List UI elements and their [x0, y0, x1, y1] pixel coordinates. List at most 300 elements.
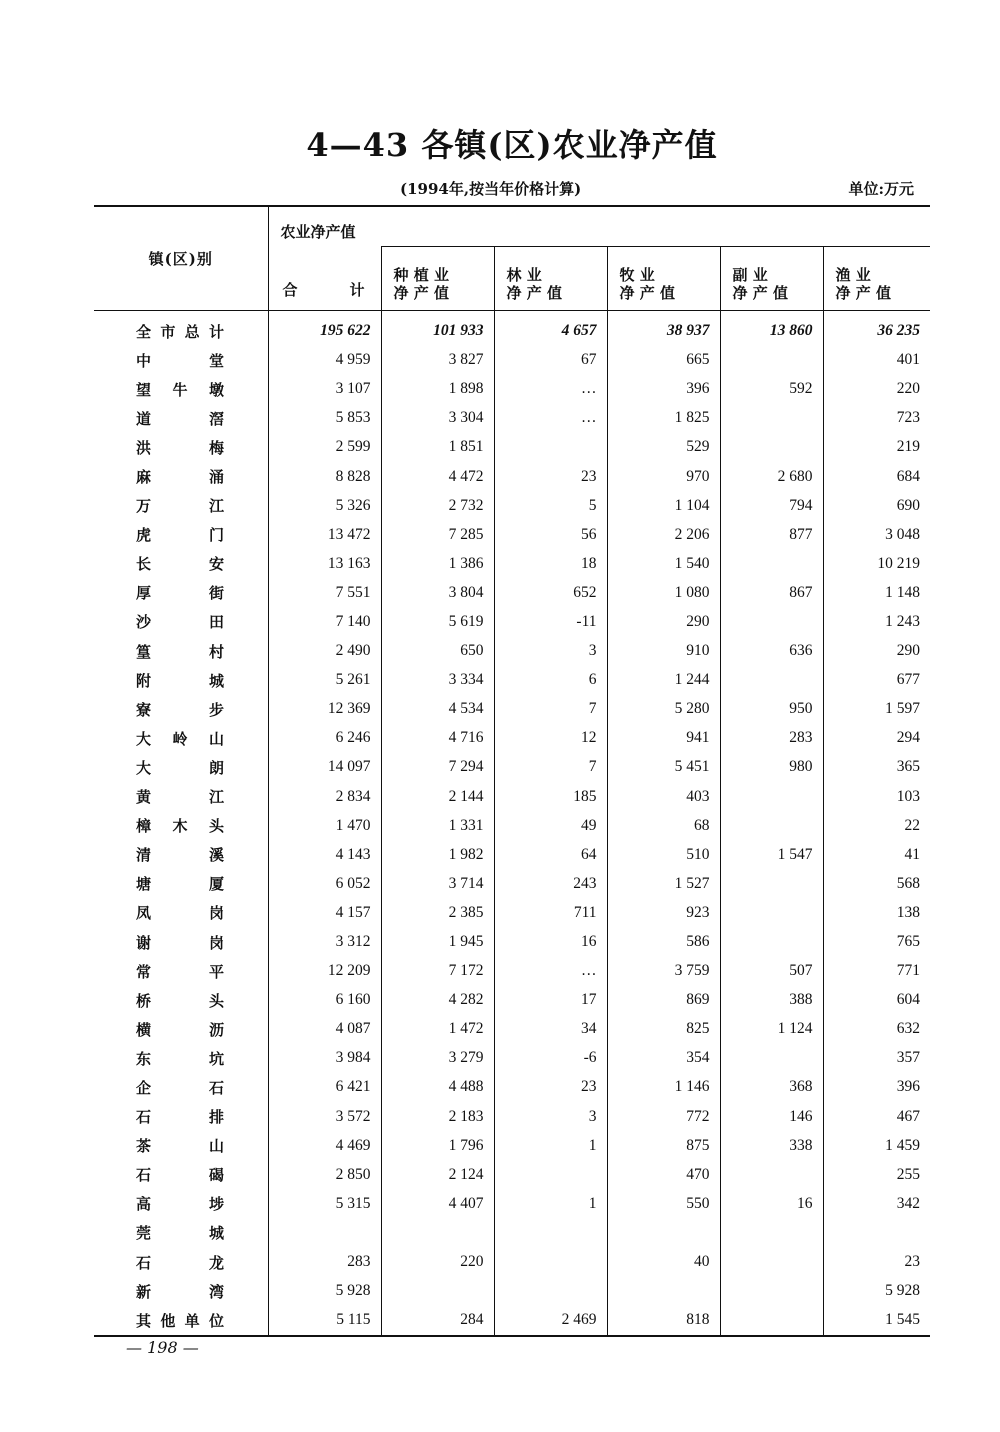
value-cell: 220: [381, 1248, 494, 1277]
crop-header-line1: 种 植 业: [393, 265, 449, 284]
unit-label: 单位:万元: [848, 180, 914, 198]
region-name-char: 安: [208, 555, 224, 574]
value-cell: 507: [720, 957, 823, 986]
table-row: [94, 520, 930, 549]
total-column-header: [268, 247, 381, 311]
value-cell: 101 933: [381, 310, 494, 346]
value-cell: 970: [607, 462, 720, 491]
value-cell: 17: [494, 986, 607, 1015]
agri-net-output-table: [94, 205, 930, 1337]
value-cell: 470: [607, 1160, 720, 1189]
table-row: [94, 1073, 930, 1102]
value-cell: 283: [268, 1248, 381, 1277]
value-cell: 56: [494, 520, 607, 549]
value-cell: 636: [720, 637, 823, 666]
value-cell: 7 294: [381, 753, 494, 782]
table-row: [94, 346, 930, 375]
fishery-header-line1: 渔 业: [835, 265, 871, 284]
value-cell: 1 080: [607, 578, 720, 607]
crop-header-line2: 净 产 值: [393, 283, 449, 302]
value-cell: 1 331: [381, 811, 494, 840]
value-cell: 6 052: [268, 869, 381, 898]
region-name-char: 龙: [208, 1253, 224, 1272]
value-cell: 36 235: [823, 310, 930, 346]
region-name-char: 江: [208, 497, 224, 516]
value-cell: 4 488: [381, 1073, 494, 1102]
value-cell: 690: [823, 491, 930, 520]
value-cell: 146: [720, 1102, 823, 1131]
value-cell: 1 851: [381, 433, 494, 462]
value-cell: 396: [607, 375, 720, 404]
livestock-column-header: [607, 247, 720, 311]
region-name-char: 总: [184, 322, 200, 341]
region-name-char: 位: [208, 1311, 224, 1330]
region-name-char: 虎: [136, 526, 152, 545]
region-name-cell: [94, 1306, 268, 1336]
region-name-char: 村: [208, 642, 224, 661]
region-name-char: 大: [136, 758, 152, 777]
region-name-char: 山: [208, 729, 224, 748]
table-row: [94, 986, 930, 1015]
value-cell: 5 326: [268, 491, 381, 520]
region-name-cell: [94, 957, 268, 986]
value-cell: [720, 1044, 823, 1073]
value-cell: 4 087: [268, 1015, 381, 1044]
value-cell: 16: [720, 1189, 823, 1218]
value-cell: 284: [381, 1306, 494, 1336]
value-cell: 12 209: [268, 957, 381, 986]
region-column-header: 镇(区)别: [94, 206, 268, 310]
region-name-char: 排: [208, 1108, 224, 1127]
region-name-char: 常: [136, 962, 152, 981]
value-cell: 877: [720, 520, 823, 549]
total-header-right: 计: [349, 280, 365, 299]
table-body: [94, 310, 930, 1336]
value-cell: 138: [823, 898, 930, 927]
table-row: [94, 724, 930, 753]
region-name-char: 樟: [136, 817, 152, 836]
value-cell: 2 385: [381, 898, 494, 927]
table-row: [94, 310, 930, 346]
region-name-char: 梅: [208, 438, 224, 457]
value-cell: 875: [607, 1131, 720, 1160]
value-cell: 2 144: [381, 782, 494, 811]
value-cell: [720, 433, 823, 462]
table-row: [94, 869, 930, 898]
value-cell: 771: [823, 957, 930, 986]
value-cell: 5 451: [607, 753, 720, 782]
region-name-cell: [94, 986, 268, 1015]
value-cell: 7 172: [381, 957, 494, 986]
value-cell: 342: [823, 1189, 930, 1218]
value-cell: [607, 1277, 720, 1306]
region-name-char: 厚: [136, 584, 152, 603]
table-row: [94, 404, 930, 433]
region-name-char: 碣: [208, 1166, 224, 1185]
region-name-char: 头: [208, 817, 224, 836]
value-cell: 5 853: [268, 404, 381, 433]
value-cell: [607, 1218, 720, 1247]
value-cell: 1 470: [268, 811, 381, 840]
value-cell: 388: [720, 986, 823, 1015]
value-cell: [720, 898, 823, 927]
value-cell: 338: [720, 1131, 823, 1160]
value-cell: 7: [494, 753, 607, 782]
value-cell: 2 834: [268, 782, 381, 811]
table-row: [94, 578, 930, 607]
value-cell: 772: [607, 1102, 720, 1131]
region-name-char: 塘: [136, 875, 152, 894]
sideline-column-header: [720, 247, 823, 311]
value-cell: 723: [823, 404, 930, 433]
value-cell: 3 048: [823, 520, 930, 549]
region-name-char: 厦: [208, 875, 224, 894]
value-cell: 357: [823, 1044, 930, 1073]
value-cell: 467: [823, 1102, 930, 1131]
region-name-cell: [94, 462, 268, 491]
table-row: [94, 1189, 930, 1218]
value-cell: 4 282: [381, 986, 494, 1015]
region-name-cell: [94, 724, 268, 753]
value-cell: 294: [823, 724, 930, 753]
value-cell: [494, 1277, 607, 1306]
value-cell: …: [494, 404, 607, 433]
table-row: [94, 1044, 930, 1073]
table-row: [94, 1015, 930, 1044]
forestry-header-line2: 净 产 值: [506, 283, 562, 302]
region-name-char: 附: [136, 671, 152, 690]
value-cell: 4 716: [381, 724, 494, 753]
value-cell: 2 732: [381, 491, 494, 520]
region-name-cell: [94, 869, 268, 898]
region-name-cell: [94, 1189, 268, 1218]
value-cell: [494, 1160, 607, 1189]
table-row: [94, 1248, 930, 1277]
value-cell: 3 312: [268, 927, 381, 956]
value-cell: 6 160: [268, 986, 381, 1015]
value-cell: 510: [607, 840, 720, 869]
sideline-header-line1: 副 业: [732, 265, 768, 284]
region-name-cell: [94, 1102, 268, 1131]
value-cell: [720, 1160, 823, 1189]
table-row: [94, 462, 930, 491]
region-name-char: 石: [136, 1108, 152, 1127]
table-row: [94, 549, 930, 578]
region-name-char: 城: [208, 1224, 224, 1243]
table-row: [94, 927, 930, 956]
region-name-char: 溪: [208, 846, 224, 865]
value-cell: 910: [607, 637, 720, 666]
value-cell: 529: [607, 433, 720, 462]
value-cell: 5 928: [268, 1277, 381, 1306]
value-cell: 220: [823, 375, 930, 404]
region-name-char: 莞: [136, 1224, 152, 1243]
value-cell: 3 984: [268, 1044, 381, 1073]
value-cell: 67: [494, 346, 607, 375]
value-cell: 825: [607, 1015, 720, 1044]
region-name-char: 单: [184, 1311, 200, 1330]
value-cell: 818: [607, 1306, 720, 1336]
table-row: [94, 782, 930, 811]
region-name-char: 岗: [208, 904, 224, 923]
page-title: 4—43 各镇(区)农业净产值: [306, 126, 718, 164]
value-cell: 665: [607, 346, 720, 375]
value-cell: 2 124: [381, 1160, 494, 1189]
region-name-char: 大: [136, 729, 152, 748]
forestry-column-header: [494, 247, 607, 311]
value-cell: 18: [494, 549, 607, 578]
table-row: [94, 1131, 930, 1160]
region-name-cell: [94, 491, 268, 520]
value-cell: 365: [823, 753, 930, 782]
page-number: — 198 —: [126, 1338, 199, 1357]
region-name-char: 东: [136, 1049, 152, 1068]
value-cell: 677: [823, 666, 930, 695]
value-cell: [720, 549, 823, 578]
value-cell: 867: [720, 578, 823, 607]
value-cell: 12: [494, 724, 607, 753]
region-name-char: 桥: [136, 991, 152, 1010]
region-name-char: 茶: [136, 1137, 152, 1156]
value-cell: 185: [494, 782, 607, 811]
value-cell: 403: [607, 782, 720, 811]
value-cell: 1 124: [720, 1015, 823, 1044]
region-name-char: 沥: [208, 1020, 224, 1039]
value-cell: [381, 1218, 494, 1247]
value-cell: 49: [494, 811, 607, 840]
value-cell: 23: [823, 1248, 930, 1277]
region-name-char: 街: [208, 584, 224, 603]
value-cell: 38 937: [607, 310, 720, 346]
value-cell: 950: [720, 695, 823, 724]
value-cell: 396: [823, 1073, 930, 1102]
region-name-char: 全: [136, 322, 152, 341]
value-cell: 1 146: [607, 1073, 720, 1102]
table-row: [94, 753, 930, 782]
value-cell: 652: [494, 578, 607, 607]
value-cell: 1 540: [607, 549, 720, 578]
value-cell: 40: [607, 1248, 720, 1277]
value-cell: [720, 666, 823, 695]
value-cell: 283: [720, 724, 823, 753]
value-cell: [720, 869, 823, 898]
table-row: [94, 840, 930, 869]
value-cell: 13 860: [720, 310, 823, 346]
region-name-cell: [94, 310, 268, 346]
value-cell: 1 597: [823, 695, 930, 724]
region-name-char: 石: [136, 1253, 152, 1272]
table-row: [94, 433, 930, 462]
table-row: [94, 375, 930, 404]
value-cell: 4 534: [381, 695, 494, 724]
region-name-cell: [94, 1015, 268, 1044]
region-name-cell: [94, 811, 268, 840]
value-cell: …: [494, 375, 607, 404]
value-cell: 1 945: [381, 927, 494, 956]
value-cell: [720, 346, 823, 375]
region-name-char: 江: [208, 788, 224, 807]
group-column-header: 农业净产值: [268, 206, 930, 247]
value-cell: 923: [607, 898, 720, 927]
value-cell: 2 206: [607, 520, 720, 549]
table-row: [94, 607, 930, 636]
region-name-char: 石: [208, 1078, 224, 1097]
value-cell: 14 097: [268, 753, 381, 782]
region-name-char: 头: [208, 991, 224, 1010]
region-name-cell: [94, 433, 268, 462]
value-cell: 2 490: [268, 637, 381, 666]
region-name-char: 沙: [136, 613, 152, 632]
value-cell: 5: [494, 491, 607, 520]
value-cell: 869: [607, 986, 720, 1015]
region-name-char: 新: [136, 1282, 152, 1301]
value-cell: 1 104: [607, 491, 720, 520]
region-name-cell: [94, 666, 268, 695]
region-name-cell: [94, 375, 268, 404]
value-cell: 368: [720, 1073, 823, 1102]
value-cell: 2 183: [381, 1102, 494, 1131]
value-cell: 3 304: [381, 404, 494, 433]
value-cell: 1 459: [823, 1131, 930, 1160]
region-name-char: 岗: [208, 933, 224, 952]
data-table-container: [94, 205, 930, 1337]
value-cell: 568: [823, 869, 930, 898]
table-row: [94, 666, 930, 695]
value-cell: 22: [823, 811, 930, 840]
region-name-char: 木: [172, 817, 188, 836]
value-cell: 1 244: [607, 666, 720, 695]
value-cell: [720, 782, 823, 811]
region-name-char: 门: [208, 526, 224, 545]
value-cell: [720, 404, 823, 433]
region-name-char: 滘: [208, 409, 224, 428]
value-cell: 711: [494, 898, 607, 927]
total-header-left: 合: [282, 280, 298, 299]
region-name-char: 长: [136, 555, 152, 574]
value-cell: 4 959: [268, 346, 381, 375]
value-cell: 195 622: [268, 310, 381, 346]
value-cell: -6: [494, 1044, 607, 1073]
region-name-char: 城: [208, 671, 224, 690]
value-cell: [494, 433, 607, 462]
region-name-cell: [94, 404, 268, 433]
value-cell: [494, 1248, 607, 1277]
region-name-cell: [94, 1218, 268, 1247]
value-cell: 401: [823, 346, 930, 375]
region-name-char: 高: [136, 1195, 152, 1214]
table-row: [94, 491, 930, 520]
value-cell: 23: [494, 1073, 607, 1102]
region-name-char: 企: [136, 1078, 152, 1097]
value-cell: 592: [720, 375, 823, 404]
value-cell: 3 334: [381, 666, 494, 695]
table-row: [94, 637, 930, 666]
value-cell: [720, 1218, 823, 1247]
value-cell: 2 469: [494, 1306, 607, 1336]
value-cell: 255: [823, 1160, 930, 1189]
region-name-char: 埗: [208, 1195, 224, 1214]
value-cell: 4 143: [268, 840, 381, 869]
value-cell: [720, 927, 823, 956]
table-subtitle: (1994年,按当年价格计算): [400, 180, 582, 198]
forestry-header-line1: 林 业: [506, 265, 542, 284]
region-name-char: 谢: [136, 933, 152, 952]
value-cell: 16: [494, 927, 607, 956]
value-cell: [823, 1218, 930, 1247]
value-cell: 4 407: [381, 1189, 494, 1218]
value-cell: 5 928: [823, 1277, 930, 1306]
region-name-cell: [94, 695, 268, 724]
value-cell: 3 827: [381, 346, 494, 375]
value-cell: 4 157: [268, 898, 381, 927]
region-name-cell: [94, 782, 268, 811]
region-name-char: 中: [136, 351, 152, 370]
value-cell: 3 107: [268, 375, 381, 404]
value-cell: 632: [823, 1015, 930, 1044]
value-cell: 5 619: [381, 607, 494, 636]
region-name-char: 横: [136, 1020, 152, 1039]
value-cell: 354: [607, 1044, 720, 1073]
value-cell: 604: [823, 986, 930, 1015]
value-cell: 4 469: [268, 1131, 381, 1160]
region-name-char: 望: [136, 380, 152, 399]
value-cell: 41: [823, 840, 930, 869]
region-name-cell: [94, 1044, 268, 1073]
value-cell: 980: [720, 753, 823, 782]
region-name-cell: [94, 578, 268, 607]
value-cell: [720, 1306, 823, 1336]
region-name-cell: [94, 1073, 268, 1102]
region-name-char: 坑: [208, 1049, 224, 1068]
value-cell: 1 982: [381, 840, 494, 869]
region-name-char: 洪: [136, 438, 152, 457]
region-name-char: 计: [208, 322, 224, 341]
region-name-cell: [94, 637, 268, 666]
value-cell: 13 472: [268, 520, 381, 549]
region-name-char: 篁: [136, 642, 152, 661]
region-name-char: 牛: [172, 380, 188, 399]
region-name-cell: [94, 1160, 268, 1189]
value-cell: 34: [494, 1015, 607, 1044]
value-cell: 3: [494, 637, 607, 666]
livestock-header-line2: 净 产 值: [619, 283, 675, 302]
value-cell: 13 163: [268, 549, 381, 578]
region-name-char: 墩: [208, 380, 224, 399]
table-row: [94, 1306, 930, 1336]
value-cell: 12 369: [268, 695, 381, 724]
region-name-char: 其: [136, 1311, 152, 1330]
region-name-cell: [94, 1248, 268, 1277]
sideline-header-line2: 净 产 值: [732, 283, 788, 302]
value-cell: [720, 1277, 823, 1306]
region-name-cell: [94, 753, 268, 782]
value-cell: 1: [494, 1131, 607, 1160]
region-name-char: 湾: [208, 1282, 224, 1301]
value-cell: 3 714: [381, 869, 494, 898]
region-name-char: 平: [208, 962, 224, 981]
value-cell: 2 599: [268, 433, 381, 462]
value-cell: 64: [494, 840, 607, 869]
value-cell: 7 551: [268, 578, 381, 607]
table-row: [94, 1277, 930, 1306]
value-cell: …: [494, 957, 607, 986]
value-cell: 243: [494, 869, 607, 898]
value-cell: 1: [494, 1189, 607, 1218]
value-cell: 68: [607, 811, 720, 840]
value-cell: 3 572: [268, 1102, 381, 1131]
value-cell: 1 545: [823, 1306, 930, 1336]
value-cell: 684: [823, 462, 930, 491]
